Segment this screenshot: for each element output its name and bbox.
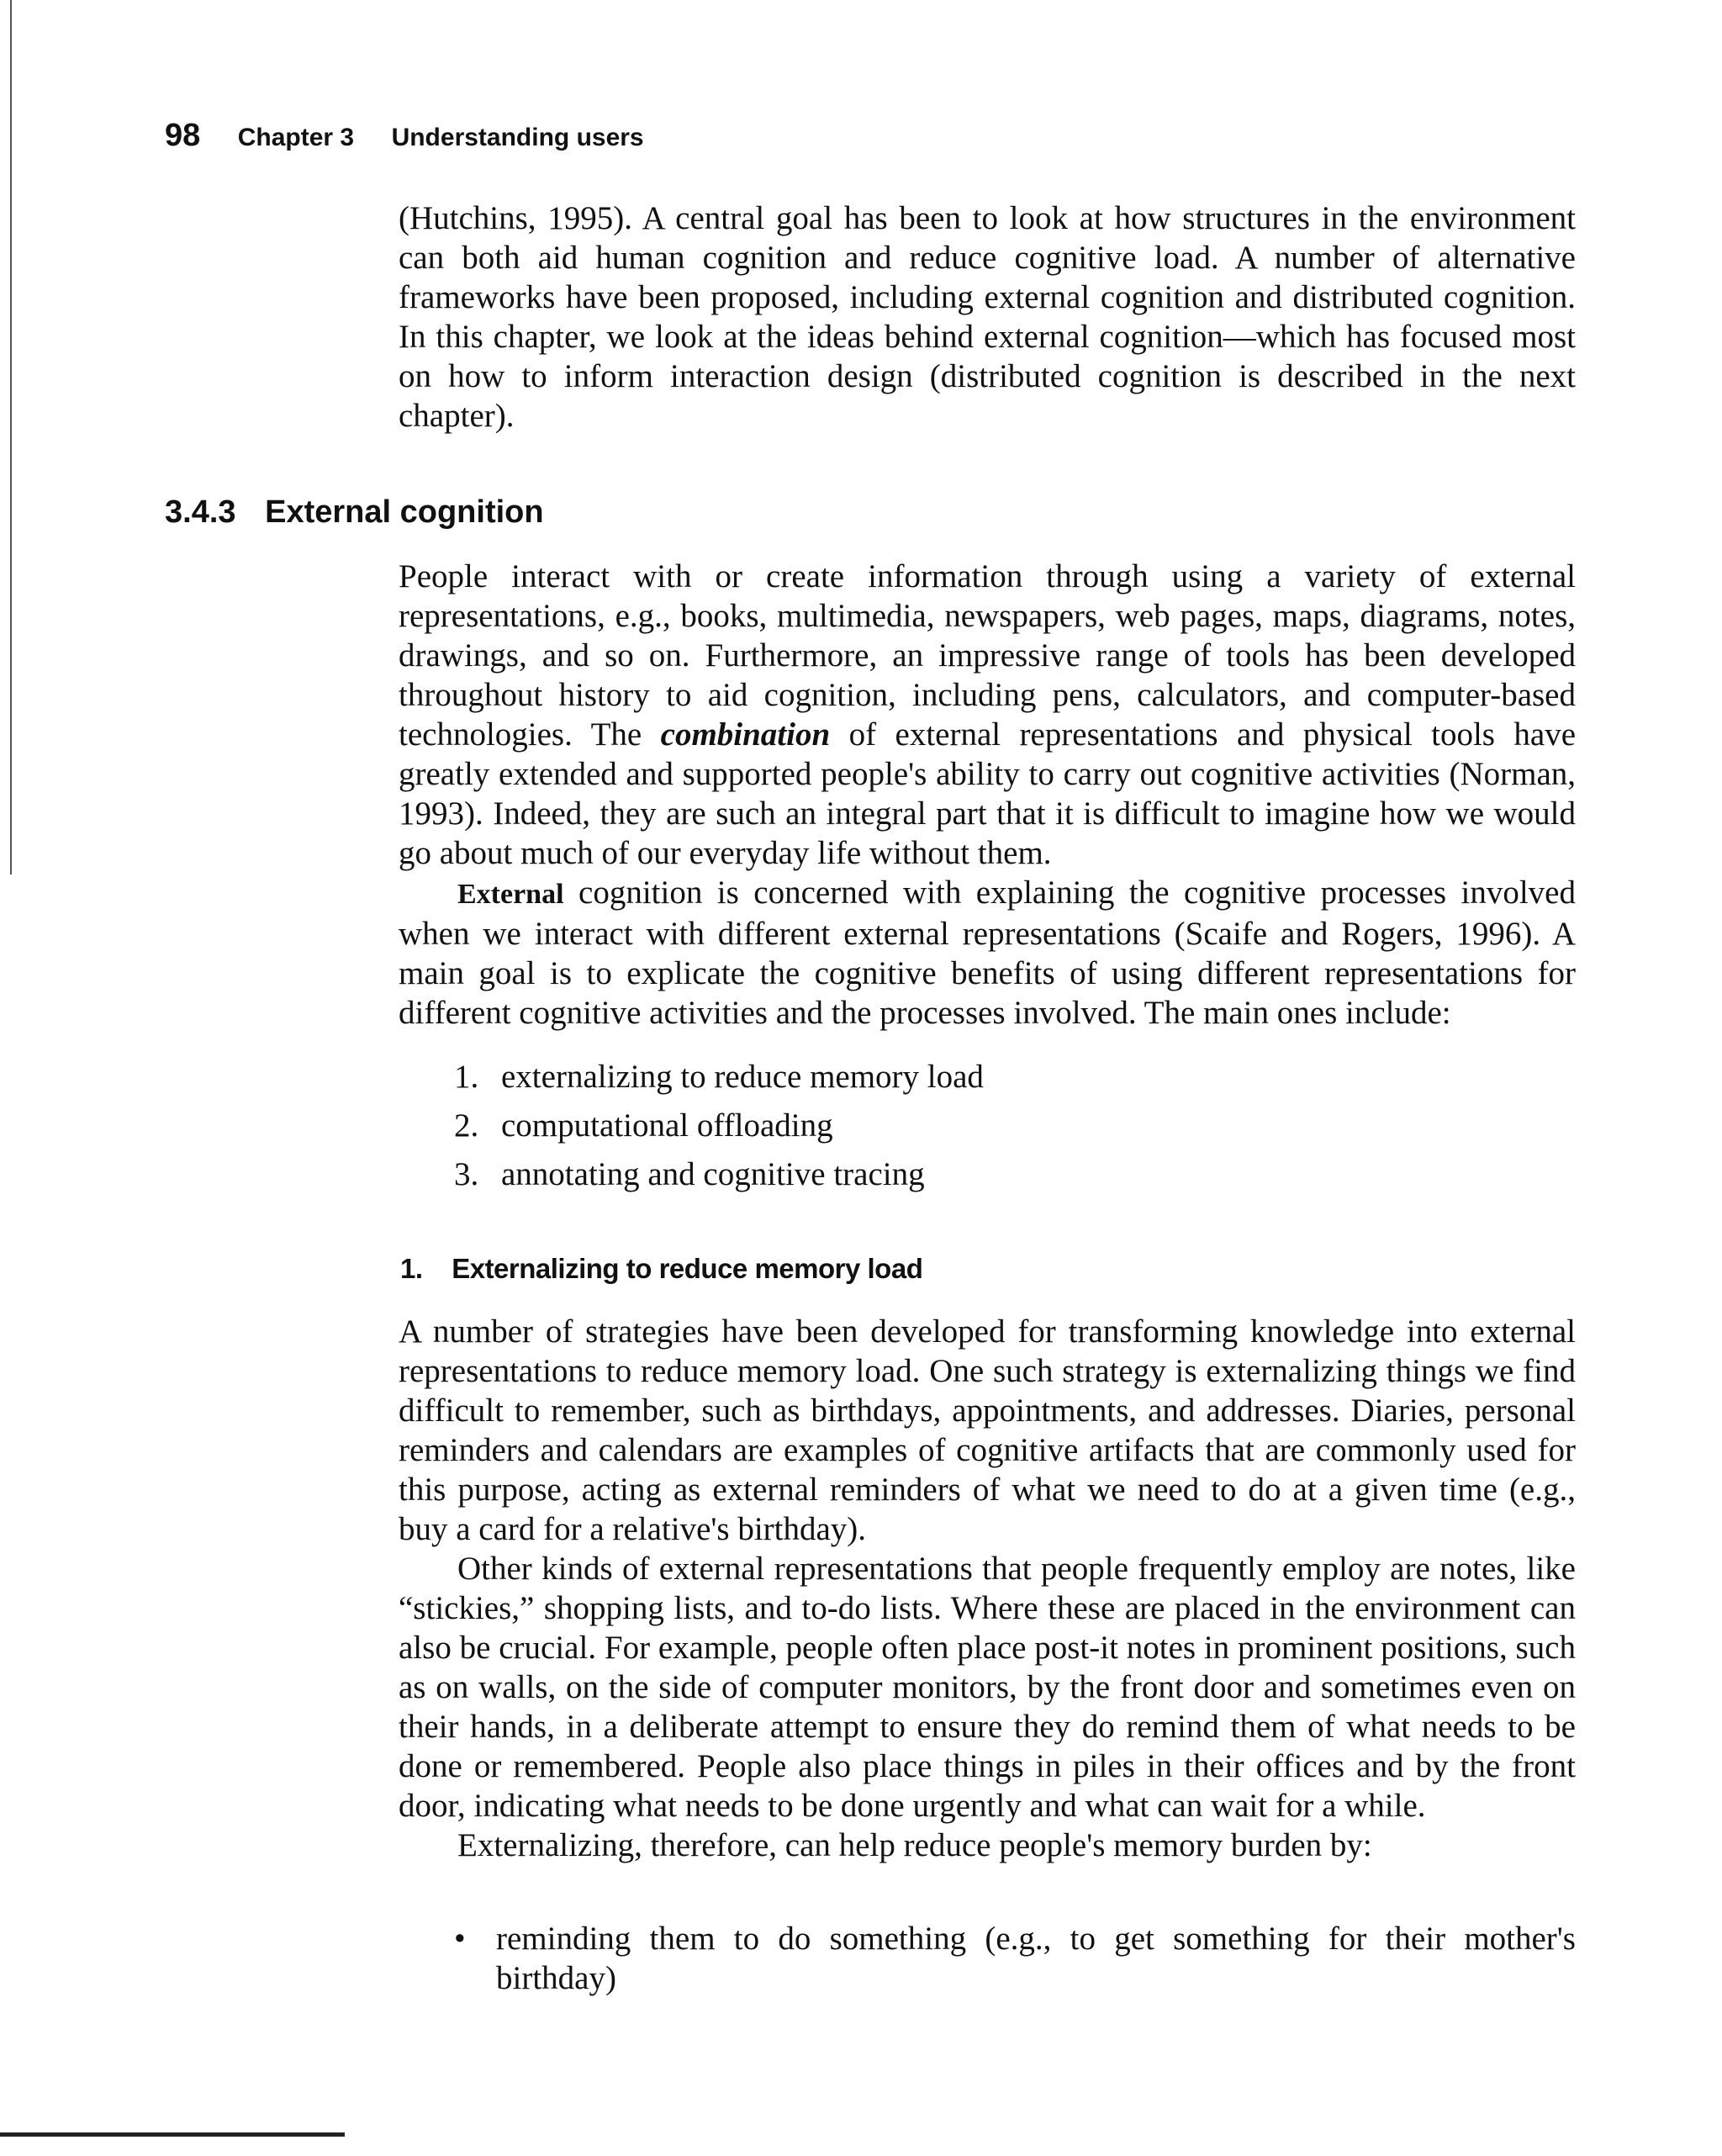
section-paragraph-2: External cognition is concerned with explaining the cognitive processes involved when we interact with different external representations (Scaife and Rogers, 1996). A main goal is to explicate the cognitive benefits of using different representations for different cognitive activities and the processes involved. The main ones include: (399, 875, 1576, 1031)
intro-paragraph: (Hutchins, 1995). A central goal has been to look at how structures in the environment can both aid human cognition and reduce cognitive load. A number of alternative frameworks have been proposed, including external cognition and distributed cognition. In this chapter, we look at the ideas behind external cognition—which has focused most on how to inform interaction design (distributed cognition is described in the next chapter). (399, 200, 1576, 434)
running-header (165, 118, 644, 154)
section-title: External cognition (265, 494, 544, 530)
running-title: Understanding users (391, 124, 644, 151)
subsection-heading (400, 1253, 922, 1285)
subsection-title: Externalizing to reduce memory load (452, 1253, 923, 1284)
intro-text (399, 198, 1576, 436)
bullet-item: • reminding them to do something (e.g., to get something for their mother's birthday) (454, 1921, 1576, 1996)
bullet-list (454, 1919, 1576, 1998)
bullet-icon: • (454, 1921, 466, 1957)
list-item: 3. annotating and cognitive tracing (454, 1156, 925, 1192)
emphasis-combination: combination (660, 716, 831, 753)
page-number: 98 (165, 118, 201, 153)
subsection-paragraph-1: A number of strategies have been developed for transforming knowledge into external representations to reduce memory load. One such strategy is externalizing things we find difficult to remember, such as birthdays, appointments, and addresses. Diaries, personal reminders and calendars are examples of cognitive artifacts that are commonly used for this purpose, acting as external reminders of what we need to do at a given time (e.g., buy a card for a relative's birthday). (399, 1313, 1576, 1547)
list-item: 1. externalizing to reduce memory load (454, 1059, 984, 1095)
section-body (399, 557, 1576, 1033)
footer-rule (0, 2132, 345, 2137)
subsection-number: 1. (400, 1253, 423, 1284)
section-paragraph-1: People interact with or create information through using a variety of external representations, e.g., books, multimedia, newspapers, web pages, maps, diagrams, notes, drawings, and so on. Furthermore, an impressive range of tools has been developed throughout history to aid cognition, including pens, calculators, and computer-based technologies. The combination of external representations and physical tools have greatly extended and supported people's ability to carry out cognitive activities (Norman, 1993). Indeed, they are such an integral part that it is difficult to imagine how we would go about much of our everyday life without them. (399, 558, 1577, 871)
section-number: 3.4.3 (165, 494, 236, 530)
subsection-paragraph-2: Other kinds of external representations that people frequently employ are notes, like “stickies,” shopping lists, and to-do lists. Where these are placed in the environment can also be crucial. For example, people often place post-it notes in prominent positions, such as on walls, on the side of computer monitors, by the front door and sometimes even on their hands, in a deliberate attempt to ensure they do remind them of what needs to be done or remembered. People also place things in piles in their offices and by the front door, indicating what needs to be done urgently and what can wait for a while. (399, 1551, 1576, 1824)
chapter-label: Chapter 3 (237, 124, 355, 151)
list-item: 2. computational offloading (454, 1107, 833, 1144)
scan-edge-line (10, 0, 12, 875)
lead-word: External (457, 879, 564, 910)
subsection-paragraph-3: Externalizing, therefore, can help reduce people's memory burden by: (457, 1827, 1372, 1863)
section-heading (165, 494, 544, 531)
subsection-body (399, 1312, 1576, 1865)
numbered-list (454, 1053, 1576, 1199)
